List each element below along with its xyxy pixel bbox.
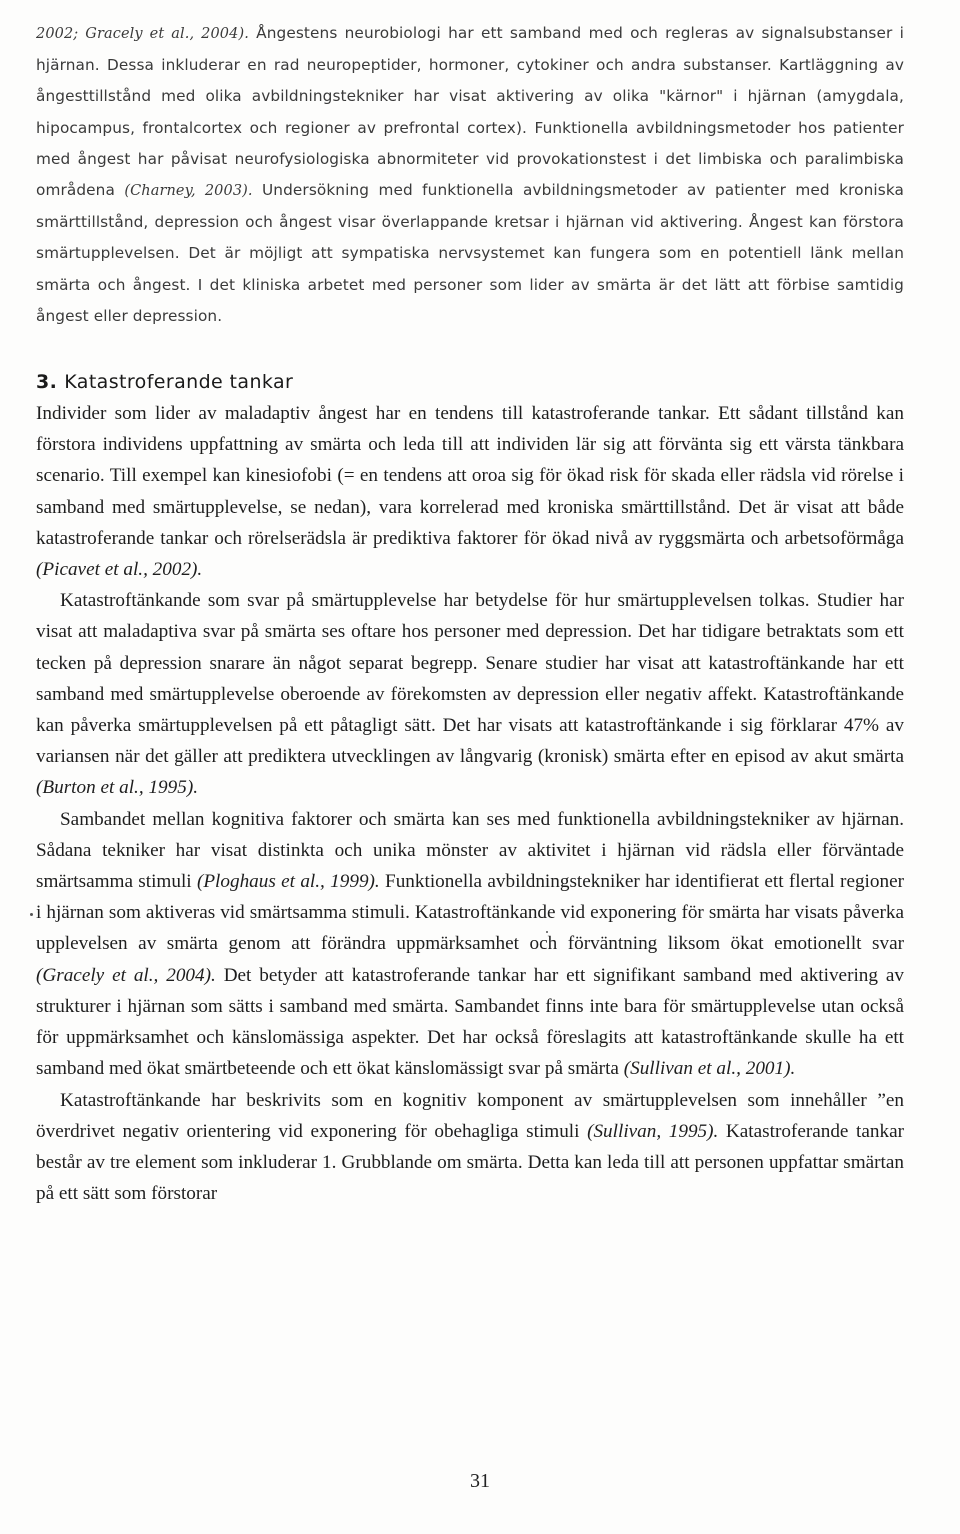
citation: (Charney, 2003). <box>124 183 253 200</box>
paragraph-catastrophizing-definition <box>36 1085 904 1210</box>
paragraph-catastrophizing-response <box>36 585 904 803</box>
body-text: Ångestens neurobiologi har ett samband med och regleras av signalsubstanser i hjärnan. Dessa inkluderar en rad neuropeptider, hormoner, cytokiner och andra substanser. Kartläggning av ångesttillstånd med olika avbildningstekniker har visat aktivering av olika "kärnor" i hjärnan (amygdala, hipocampus, frontalcortex och regioner av prefrontal cortex). Funktionella avbildningsmetoder hos patienter med ångest har påvisat neurofysiologiska abnormiteter vid provokationstest i det limbiska och paralimbiska områdena <box>36 24 904 200</box>
body-text: Individer som lider av maladaptiv ångest har en tendens till katastroferande tankar. Ett sådant tillstånd kan förstora individens uppfattning av smärta och leda till att individen lär sig att förvänta sig ett värsta tänkbara scenario. Till exempel kan kinesiofobi (= en tendens att oroa sig för ökad risk för skada eller rädsla vid rörelse i samband med smärtupplevelse, se nedan), vara korrelerad med kroniska smärttillstånd. Det är visat att både katastroferande tankar och rörelserädsla är prediktiva faktorer för ökad nivå av ryggsmärta och arbetsoförmåga <box>36 403 904 549</box>
scan-speck <box>546 931 548 933</box>
body-text: Katastroftänkande har beskrivits som en kognitiv komponent av smärtupplevelsen som innehåller ”en överdrivet negativ orientering vid exponering för obehagliga stimuli <box>36 1089 904 1142</box>
section-heading <box>36 368 904 396</box>
page-number: 31 <box>470 1470 490 1492</box>
section-number: 3. <box>36 371 58 394</box>
page-body <box>36 18 904 1209</box>
citation: (Burton et al., 1995). <box>36 777 199 799</box>
paragraph-catastrophizing-intro <box>36 398 904 585</box>
citation: (Sullivan et al., 2001). <box>623 1058 796 1080</box>
citation: (Gracely et al., 2004). <box>36 964 216 986</box>
section-title: Katastroferande tankar <box>64 371 294 394</box>
citation: (Sullivan, 1995). <box>587 1120 719 1142</box>
citation: (Picavet et al., 2002). <box>36 559 203 581</box>
body-text: Katastroferande tankar består av tre element som inkluderar 1. Grubblande om smärta. Detta kan leda till att personen uppfattar smärtan på ett sätt som förstorar <box>36 1120 905 1205</box>
body-text: Katastroftänkande som svar på smärtupplevelse har betydelse för hur smärtupplevelsen tolkas. Studier har visat att maladaptiva svar på smärta ses oftare hos personer med depression. Det har tidigare betraktats som ett tecken på depression snarare än något separat begrepp. Senare studier har visat att katastroftänkande har ett samband med smärtupplevelse oberoende av förekomsten av depression eller negativ affekt. Katastroftänkande kan påverka smärtupplevelsen på ett påtagligt sätt. Det har visats att katastroftänkande i sig förklarar 47% av variansen när det gäller att prediktera utvecklingen av långvarig (kronisk) smärta efter en episod av akut smärta <box>36 590 904 768</box>
body-text: Undersökning med funktionella avbildningsmetoder av patienter med kroniska smärttillstånd, depression och ångest visar överlappande kretsar i hjärnan vid aktivering. Ångest kan förstora smärtupplevelsen. Det är möjligt att sympatiska nervsystemet kan fungera som en potentiell länk mellan smärta och ångest. I det kliniska arbetet med personer som lider av smärta är det lätt att förbise samtidig ångest eller depression. <box>36 181 904 325</box>
paragraph-cognitive-factors <box>36 804 904 1085</box>
scan-speck <box>30 913 33 916</box>
paragraph-anxiety-neurobiology <box>36 18 904 332</box>
citation: 2002; Gracely et al., 2004). <box>36 26 249 42</box>
body-text: Det betyder att katastroferande tankar har ett signifikant samband med aktivering av strukturer i hjärnan som sätts i samband med smärta. Sambandet finns inte bara för smärtupplevelse utan också för uppmärksamhet och känslomässiga aspekter. Det har också föreslagits att katastroftänkande skulle ha ett samband med ökat smärtbeteende och ett ökat känslomässigt svar på smärta <box>36 964 904 1080</box>
body-text: Funktionella avbildningstekniker har identifierat ett flertal regioner i hjärnan som aktiveras vid smärtsamma stimuli. Katastroftänkande vid exponering för smärta har visats påverka upplevelsen av smärta genom att förändra uppmärksamhet och förväntning liksom ökat emotionellt svar <box>36 871 904 955</box>
citation: (Ploghaus et al., 1999). <box>196 871 380 893</box>
body-text: Sambandet mellan kognitiva faktorer och smärta kan ses med funktionella avbildningstekniker av hjärnan. Sådana tekniker har visat distinkta och unika mönster av aktivitet i hjärnan vid rädsla eller förväntade smärtsamma stimuli <box>36 808 904 893</box>
